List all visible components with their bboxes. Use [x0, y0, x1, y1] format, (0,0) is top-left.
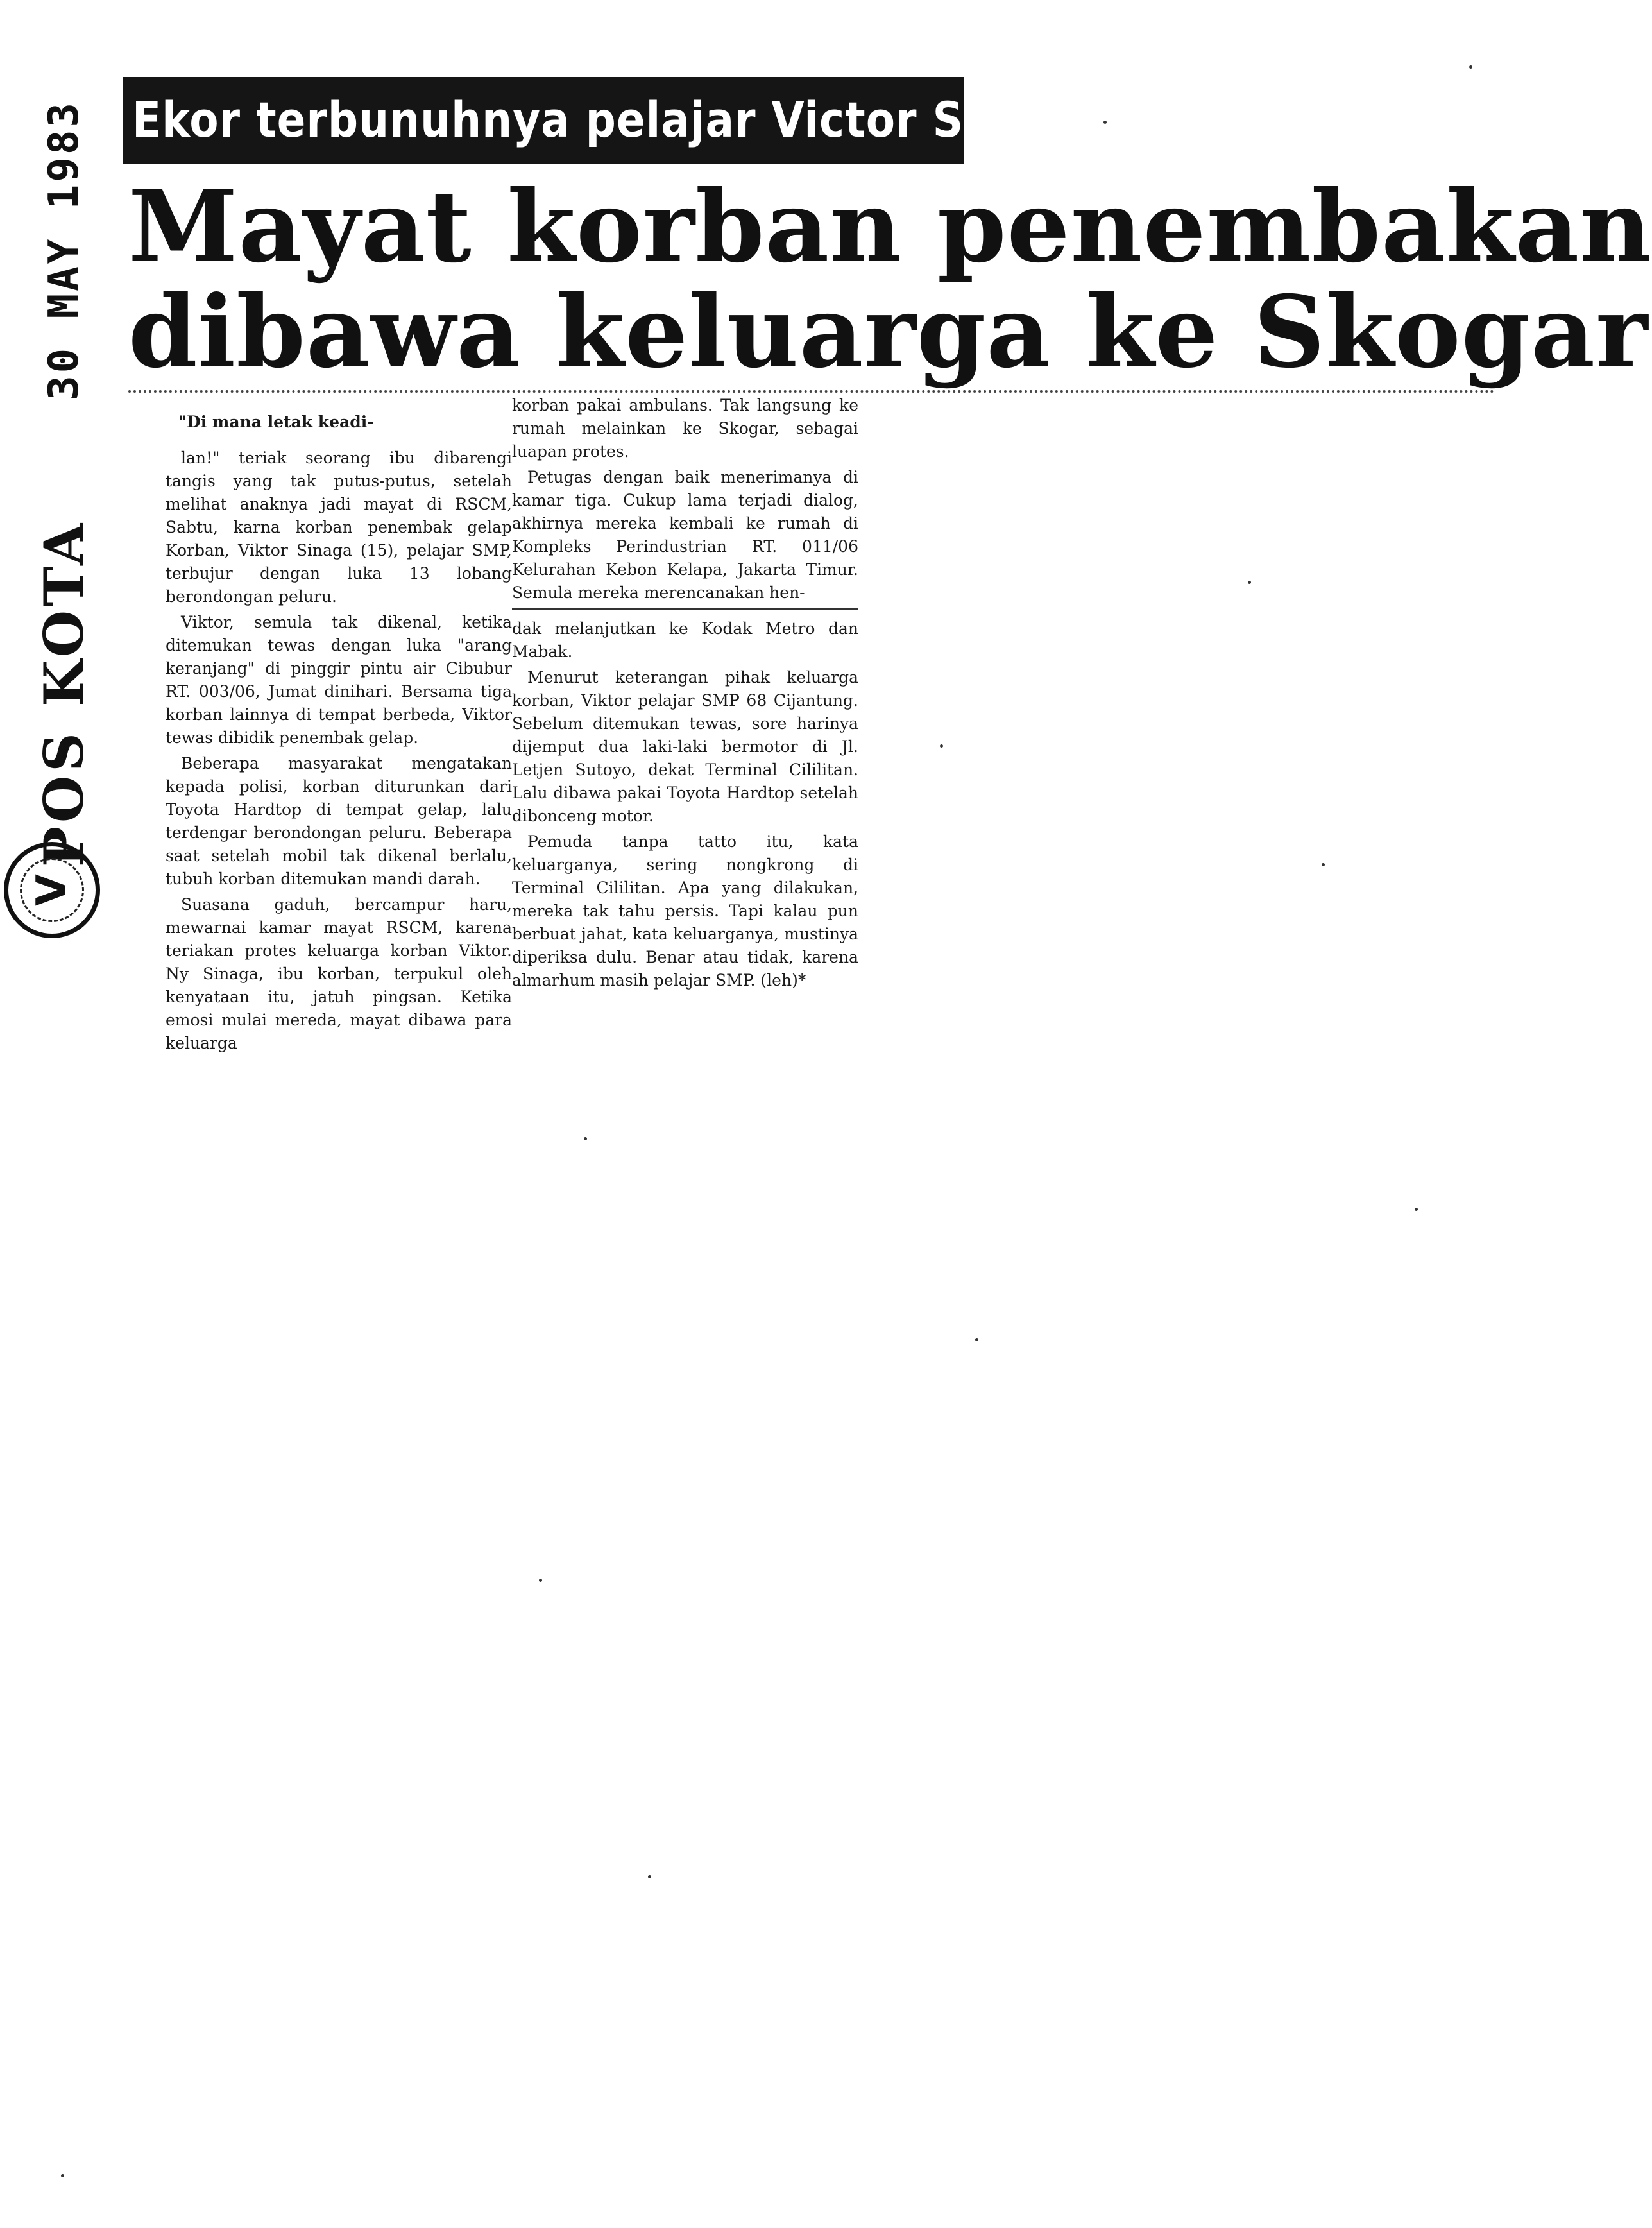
scan-speck: [1415, 1208, 1418, 1211]
scan-speck: [1248, 581, 1251, 584]
article-column-1: [166, 411, 512, 1058]
scan-speck: [940, 744, 943, 748]
paragraph: lan!" teriak seorang ibu dibarengi tangis yang tak putus-putus, setelah melihat anaknya jadi mayat di RSCM, Sabtu, karna korban penembak gelap Korban, Viktor Sinaga (15), pelajar SMP, terbujur dengan luka 13 lobang berondongan peluru.: [166, 449, 512, 606]
paragraph: Suasana gaduh, bercampur haru, mewarnai kamar mayat RSCM, karena teriakan protes keluarga korban Viktor. Ny Sinaga, ibu korban, terpukul oleh kenyataan itu, jatuh pingsan. Ketika emosi mulai mereda, mayat dibawa para keluarga: [166, 895, 512, 1052]
headline-line-2: dibawa keluarga ke Skogar: [128, 274, 1649, 390]
column-divider: [512, 608, 858, 610]
paragraph: Petugas dengan baik menerimanya di kamar tiga. Cukup lama terjadi dialog, akhirnya mereka kembali ke rumah di Kompleks Perindustrian RT. 011/06 Kelurahan Kebon Kelapa, Jakarta Timur. Semula mereka merencanakan hen-: [512, 468, 858, 602]
headline-divider: [128, 390, 1495, 393]
article-kicker: Ekor terbunuhnya pelajar Victor Sinaga: [123, 77, 964, 164]
library-seal-stamp: [4, 842, 100, 938]
scan-speck: [61, 2174, 64, 2177]
scan-speck: [1103, 121, 1107, 124]
article-headline: [128, 169, 1652, 390]
scan-speck: [539, 1579, 542, 1582]
lead-label: "Di mana letak keadi-: [178, 413, 374, 431]
paragraph: Viktor, semula tak dikenal, ketika ditemukan tewas dengan luka "arang keranjang" di pinggir pintu air Cibubur RT. 003/06, Jumat dinihari. Bersama tiga korban lainnya di tempat berbeda, Viktor tewas dibidik penembak gelap.: [166, 613, 512, 747]
article-column-2: [512, 394, 858, 995]
paragraph: Menurut keterangan pihak keluarga korban, Viktor pelajar SMP 68 Cijantung. Sebelum ditemukan tewas, sore harinya dijemput dua laki-laki bermotor di Jl. Letjen Sutoyo, dekat Terminal Cililitan. Lalu dibawa pakai Toyota Hardtop setelah dibonceng motor.: [512, 668, 858, 825]
paragraph: korban pakai ambulans. Tak langsung ke rumah melainkan ke Skogar, sebagai luapan protes.: [512, 396, 858, 461]
source-stamp: [32, 519, 96, 867]
seal-mark: V: [28, 874, 76, 906]
date-stamp: [33, 100, 95, 400]
scan-speck: [975, 1338, 978, 1341]
scan-speck: [584, 1137, 587, 1140]
scan-speck: [648, 1875, 651, 1878]
paragraph: Beberapa masyarakat mengatakan kepada polisi, korban diturunkan dari Toyota Hardtop di tempat gelap, lalu terdengar berondongan peluru. Beberapa saat setelah mobil tak dikenal berlalu, tubuh korban ditemukan mandi darah.: [166, 754, 512, 888]
headline-line-1: Mayat korban penembakan: [128, 169, 1652, 285]
paragraph: dak melanjutkan ke Kodak Metro dan Mabak.: [512, 619, 858, 661]
scan-speck: [1322, 863, 1325, 866]
date-stamp-text: 30 MAY 1983: [40, 100, 88, 400]
paragraph: Pemuda tanpa tatto itu, kata keluarganya, sering nongkrong di Terminal Cililitan. Apa yang dilakukan, mereka tak tahu persis. Tapi kalau pun berbuat jahat, kata keluarganya, mustinya diperiksa dulu. Benar atau tidak, karena almarhum masih pelajar SMP. (leh)*: [512, 832, 858, 990]
source-stamp-text: POS KOTA: [32, 519, 96, 867]
scan-speck: [1469, 65, 1472, 69]
